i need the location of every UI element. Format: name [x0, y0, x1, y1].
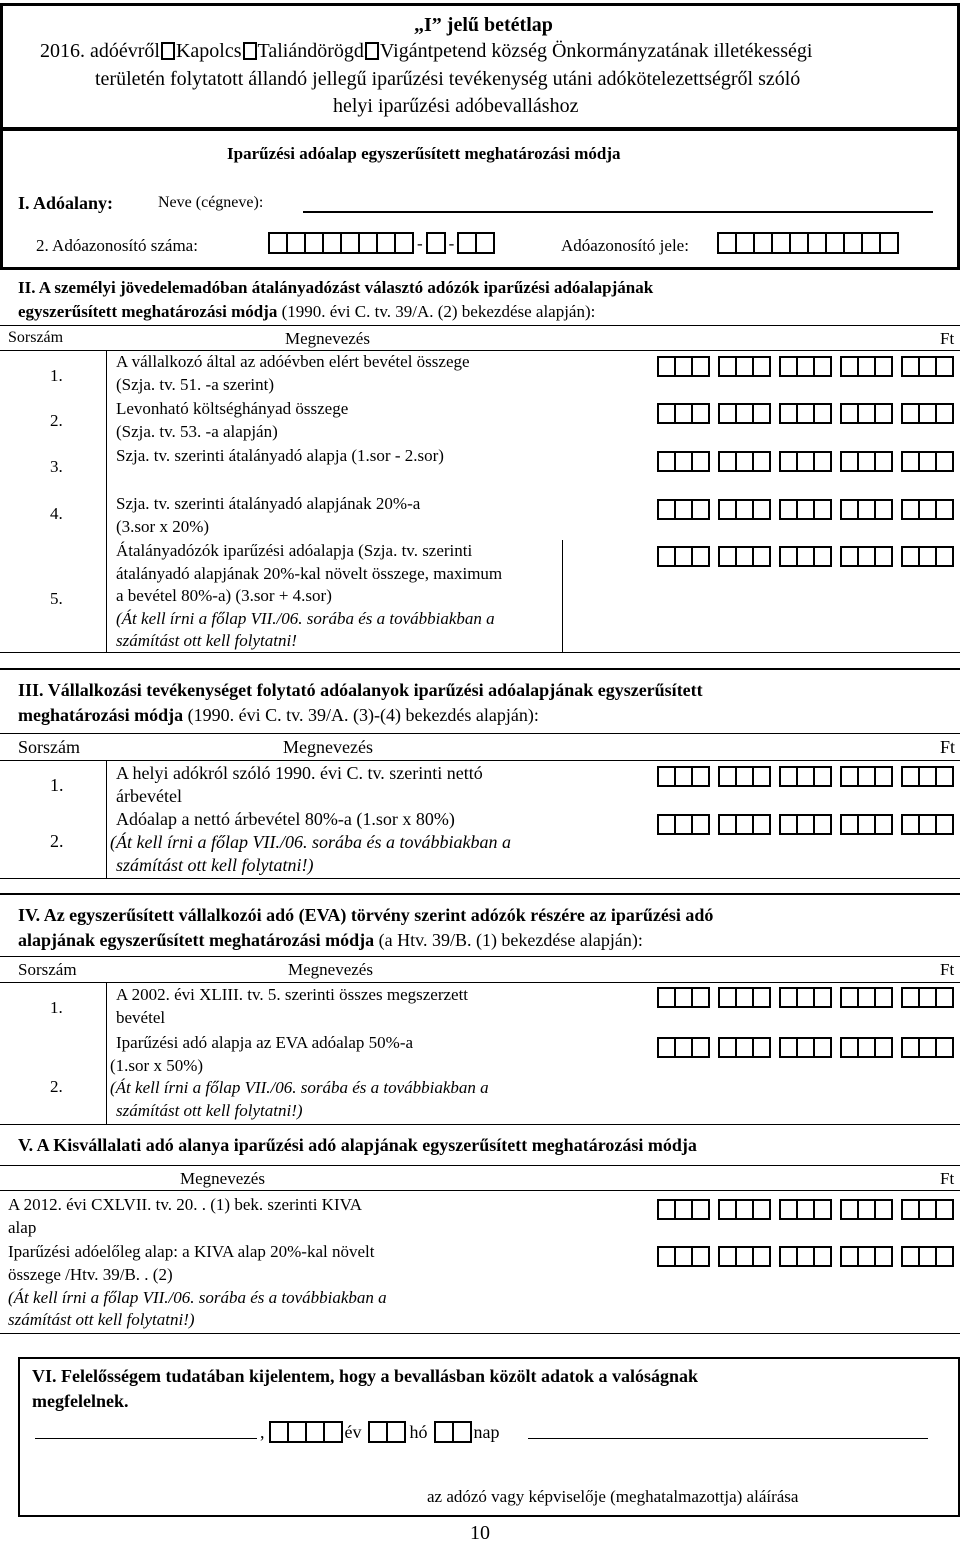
s2-row5-l1: Átalányadózók iparűzési adóalapja (Szja. tv. szerinti — [116, 541, 473, 560]
digit-box[interactable] — [752, 1199, 771, 1220]
digit-group — [718, 356, 771, 377]
section4-title-a: IV. Az egyszerűsített vállalkozói adó (EVA) törvény szerint adózók részére az iparűzési adó — [18, 905, 714, 925]
digit-box[interactable] — [813, 356, 832, 377]
s3-row1-l2: árbevétel — [116, 786, 182, 806]
digit-group — [779, 1037, 832, 1058]
digit-group — [657, 1037, 710, 1058]
digit-box[interactable] — [691, 403, 710, 424]
digit-box[interactable] — [691, 356, 710, 377]
s2-row2-amount-field[interactable] — [652, 403, 954, 424]
section3-title-b: meghatározási módja — [18, 705, 184, 725]
s4-row2-l3: (Át kell írni a főlap VII./06. sorába és a továbbiakban a — [110, 1078, 489, 1097]
digit-box[interactable] — [874, 987, 893, 1008]
digit-group — [779, 403, 832, 424]
section3-table-bottom — [0, 878, 960, 879]
section2-header-line — [0, 350, 960, 351]
header-line2: területén folytatott állandó jellegű iparűzési tevékenység utáni adókötelezettségről szóló — [95, 68, 801, 90]
s2-row2-l1: Levonható költséghányad összege — [116, 399, 349, 418]
s4-row2-l2: (1.sor x 50%) — [110, 1056, 204, 1075]
digit-box[interactable] — [752, 403, 771, 424]
s3-row1-no: 1. — [50, 775, 64, 795]
digit-group — [657, 546, 710, 567]
s2-row5-amount-field[interactable] — [652, 546, 954, 567]
digit-group — [657, 356, 710, 377]
digit-group — [718, 987, 771, 1008]
section4-col-no: Sorszám — [18, 960, 77, 979]
section2-title-line2 — [18, 302, 595, 322]
section4-title-line2 — [18, 930, 643, 951]
digit-group — [840, 1199, 893, 1220]
s5-row1-l1: A 2012. évi CXLVII. tv. 20. . (1) bek. szerinti KIVA — [8, 1195, 362, 1214]
digit-box[interactable] — [874, 403, 893, 424]
s2-row3-amount-field[interactable] — [652, 451, 954, 472]
digit-group — [657, 766, 710, 787]
section3-separator — [0, 668, 960, 670]
digit-group — [901, 546, 954, 567]
year-label: év — [344, 1422, 362, 1442]
digit-group — [779, 766, 832, 787]
digit-box[interactable] — [813, 766, 832, 787]
digit-box[interactable] — [752, 546, 771, 567]
s2-row1-l2: (Szja. tv. 51. -a szerint) — [116, 375, 274, 394]
tax-number-label: 2. Adóazonosító száma: — [36, 236, 198, 255]
digit-group — [657, 987, 710, 1008]
section4-col-name: Megnevezés — [288, 960, 373, 979]
section2-table-bottom — [0, 652, 960, 653]
digit-group — [718, 451, 771, 472]
section3-title-a: III. Vállalkozási tevékenységet folytató adóalanyok iparűzési adóalapjának egyszerűsített — [18, 680, 703, 700]
s3-row1-l1: A helyi adókról szóló 1990. évi C. tv. szerinti nettó — [116, 763, 483, 783]
s5-row2-l4: számítást ott kell folytatni!) — [8, 1310, 195, 1329]
digit-group — [779, 1199, 832, 1220]
digit-group — [779, 1246, 832, 1267]
digit-box[interactable] — [691, 766, 710, 787]
section5-header-line — [0, 1190, 960, 1191]
s2-row2-no: 2. — [50, 411, 63, 430]
digit-group — [840, 403, 893, 424]
tax-id-boxes[interactable] — [717, 232, 899, 254]
digit-box[interactable] — [691, 1246, 710, 1267]
section5-table-bottom — [0, 1333, 960, 1334]
digit-box[interactable] — [874, 766, 893, 787]
section2-col-ft: Ft — [940, 329, 955, 348]
digit-box[interactable] — [813, 403, 832, 424]
digit-box[interactable] — [874, 1199, 893, 1220]
s2-row3-l1: Szja. tv. szerinti átalányadó alapja (1.sor - 2.sor) — [116, 446, 444, 465]
digit-box[interactable] — [752, 1037, 771, 1058]
section4-title-c: (a Htv. 39/B. (1) bekezdése alapján): — [378, 930, 643, 950]
digit-group — [718, 546, 771, 567]
digit-box[interactable] — [874, 1246, 893, 1267]
section2-col-no: Sorszám — [8, 329, 64, 346]
date-line — [260, 1421, 500, 1443]
digit-group — [718, 403, 771, 424]
s4-row2-l1: Iparűzési adó alapja az EVA adóalap 50%-a — [116, 1033, 414, 1052]
s2-row3-no: 3. — [50, 457, 63, 476]
section6-title-b: megfelelnek. — [32, 1391, 129, 1411]
s4-row2-no: 2. — [50, 1077, 63, 1096]
digit-box[interactable] — [813, 1246, 832, 1267]
s4-row1-l1: A 2002. évi XLIII. tv. 5. szerinti összes megszerzett — [116, 985, 469, 1004]
place-field[interactable] — [35, 1438, 257, 1439]
digit-box[interactable] — [935, 499, 954, 520]
s2-row5-right-edge — [562, 540, 563, 652]
s2-row5-l3: a bevétel 80%-a) (3.sor + 4.sor) — [116, 586, 332, 605]
digit-group — [718, 499, 771, 520]
digit-group — [718, 1199, 771, 1220]
section3-header-line — [0, 760, 960, 761]
section5-table-top — [0, 1165, 960, 1166]
digit-box[interactable] — [813, 814, 832, 835]
digit-box[interactable] — [813, 546, 832, 567]
digit-group — [657, 814, 710, 835]
s2-row4-amount-field[interactable] — [652, 499, 954, 520]
digit-box[interactable] — [813, 987, 832, 1008]
month-label: hó — [409, 1422, 428, 1442]
signature-line[interactable] — [528, 1438, 928, 1439]
page-number: 10 — [470, 1522, 490, 1544]
digit-group — [901, 1199, 954, 1220]
section5-col-name: Megnevezés — [180, 1169, 265, 1188]
section2-title-a: II. A személyi jövedelemadóban átalányadózást választó adózók iparűzési adóalapjának — [18, 278, 654, 297]
digit-box[interactable] — [752, 766, 771, 787]
digit-group — [901, 766, 954, 787]
comma: , — [260, 1422, 265, 1442]
s2-row4-no: 4. — [50, 504, 63, 523]
section3-title-line2 — [18, 705, 539, 726]
section6-title-a: VI. Felelősségem tudatában kijelentem, hogy a bevallásban közölt adatok a valóságnak — [32, 1366, 699, 1386]
digit-box[interactable] — [935, 814, 954, 835]
s4-row2-amount-field[interactable] — [652, 1037, 954, 1058]
section2-table-top — [0, 325, 960, 326]
digit-box[interactable] — [935, 451, 954, 472]
section4-separator — [0, 893, 960, 895]
s2-row1-amount-field[interactable] — [652, 356, 954, 377]
section1-label: I. Adóalany: — [18, 193, 114, 213]
s2-row4-l1: Szja. tv. szerinti átalányadó alapjának 20%-a — [116, 494, 421, 513]
s5-row1-l2: alap — [8, 1218, 37, 1237]
digit-group — [718, 1246, 771, 1267]
digit-group — [840, 546, 893, 567]
digit-box[interactable] — [935, 766, 954, 787]
header-muni3: Vigántpetend község Önkormányzatának illetékességi — [379, 40, 813, 62]
section3-divider — [106, 760, 107, 878]
header-line3: helyi iparűzési adóbevalláshoz — [333, 95, 579, 117]
digit-box[interactable] — [813, 499, 832, 520]
digit-box[interactable] — [691, 499, 710, 520]
digit-box[interactable] — [935, 1037, 954, 1058]
s5-row2-l3: (Át kell írni a főlap VII./06. sorába és a továbbiakban a — [8, 1288, 387, 1307]
checkbox-vigantpetend[interactable] — [365, 42, 379, 60]
digit-group — [901, 987, 954, 1008]
digit-box[interactable] — [874, 814, 893, 835]
s4-row1-no: 1. — [50, 998, 63, 1017]
digit-box[interactable] — [752, 814, 771, 835]
digit-group — [657, 403, 710, 424]
digit-group — [779, 499, 832, 520]
digit-box[interactable] — [691, 814, 710, 835]
s4-row1-amount-field[interactable] — [652, 987, 954, 1008]
section5-title: V. A Kisvállalati adó alanya iparűzési adó alapjának egyszerűsített meghatározási módja — [18, 1135, 697, 1155]
s2-row4-l2: (3.sor x 20%) — [116, 517, 210, 536]
s3-row2-l1: Adóalap a nettó árbevétel 80%-a (1.sor x 80%) — [116, 809, 455, 829]
section3-table-top — [0, 733, 960, 734]
s2-row1-l1: A vállalkozó által az adóévben elért bevétel összege — [116, 352, 470, 371]
s2-row5-l5: számítást ott kell folytatni! — [116, 631, 297, 650]
digit-group — [901, 1037, 954, 1058]
digit-group — [901, 451, 954, 472]
digit-box[interactable] — [691, 451, 710, 472]
digit-group — [840, 451, 893, 472]
digit-group — [901, 1246, 954, 1267]
digit-group — [840, 1037, 893, 1058]
digit-group — [657, 451, 710, 472]
digit-box[interactable] — [813, 1037, 832, 1058]
day-label: nap — [473, 1422, 500, 1442]
s4-row2-l4: számítást ott kell folytatni!) — [116, 1101, 303, 1120]
s2-row5-l2: átalányadó alapjának 20%-kal növelt összege, maximum — [116, 564, 503, 583]
digit-group — [779, 546, 832, 567]
tax-id-label: Adóazonosító jele: — [561, 236, 689, 255]
s2-row5-no: 5. — [50, 589, 63, 608]
s3-row2-no: 2. — [50, 831, 64, 851]
digit-box[interactable] — [752, 1246, 771, 1267]
digit-box[interactable] — [935, 403, 954, 424]
digit-group — [657, 499, 710, 520]
section4-table-bottom — [0, 1124, 960, 1125]
section3-col-no: Sorszám — [18, 737, 80, 757]
digit-group — [779, 356, 832, 377]
insert-title: „I” jelű betétlap — [414, 14, 553, 36]
digit-group — [901, 499, 954, 520]
digit-box[interactable] — [752, 356, 771, 377]
s5-row1-amount-field[interactable] — [652, 1199, 954, 1220]
digit-box[interactable] — [691, 1199, 710, 1220]
section3-col-name: Megnevezés — [283, 737, 373, 757]
section2-title-b: egyszerűsített meghatározási módja — [18, 302, 278, 321]
s5-row2-l1: Iparűzési adóelőleg alap: a KIVA alap 20%-kal növelt — [8, 1242, 375, 1261]
header-year: 2016. adóévről — [40, 40, 160, 62]
digit-box[interactable] — [935, 1246, 954, 1267]
digit-group — [779, 451, 832, 472]
digit-group — [901, 356, 954, 377]
s3-row2-l2: (Át kell írni a főlap VII./06. sorába és a továbbiakban a — [110, 832, 511, 852]
digit-box[interactable] — [752, 987, 771, 1008]
section4-col-ft: Ft — [940, 960, 955, 979]
digit-group — [718, 1037, 771, 1058]
s4-row1-l2: bevétel — [116, 1008, 166, 1027]
header-line1 — [40, 40, 812, 63]
s3-row1-amount-field[interactable] — [652, 766, 954, 787]
digit-box — [268, 232, 288, 254]
digit-group — [718, 814, 771, 835]
digit-group — [901, 814, 954, 835]
section2-title-c: (1990. évi C. tv. 39/A. (2) bekezdése alapján): — [281, 302, 596, 321]
digit-group — [901, 403, 954, 424]
digit-box[interactable] — [691, 546, 710, 567]
s2-row1-no: 1. — [50, 366, 63, 385]
section3-col-ft: Ft — [940, 737, 956, 757]
checkbox-kapolcs[interactable] — [161, 42, 175, 60]
digit-group — [840, 814, 893, 835]
digit-box[interactable] — [691, 1037, 710, 1058]
section4-title-b: alapjának egyszerűsített meghatározási módja — [18, 930, 375, 950]
name-label: Neve (cégneve): — [158, 194, 264, 211]
digit-box[interactable] — [874, 546, 893, 567]
digit-group — [840, 987, 893, 1008]
digit-group — [840, 1246, 893, 1267]
section2-divider — [106, 350, 107, 652]
header-muni1: Kapolcs — [175, 40, 242, 62]
section4-divider — [106, 982, 107, 1124]
page-subtitle: Iparűzési adóalap egyszerűsített meghatározási módja — [227, 144, 621, 163]
section3-title-c: (1990. évi C. tv. 39/A. (3)-(4) bekezdés alapján): — [187, 705, 539, 725]
digit-box[interactable] — [874, 451, 893, 472]
s2-row5-l4: (Át kell írni a főlap VII./06. sorába és a továbbiakban a — [116, 609, 495, 628]
digit-group — [779, 814, 832, 835]
digit-box[interactable] — [874, 499, 893, 520]
digit-box[interactable] — [752, 499, 771, 520]
digit-box[interactable] — [935, 1199, 954, 1220]
digit-group — [779, 987, 832, 1008]
digit-box[interactable] — [813, 451, 832, 472]
signature-label: az adózó vagy képviselője (meghatalmazottja) aláírása — [427, 1487, 799, 1506]
digit-box[interactable] — [752, 451, 771, 472]
digit-group — [718, 766, 771, 787]
digit-group — [657, 1199, 710, 1220]
s3-row2-amount-field[interactable] — [652, 814, 954, 835]
s5-row2-amount-field[interactable] — [652, 1246, 954, 1267]
section5-col-ft: Ft — [940, 1169, 955, 1188]
digit-group — [840, 356, 893, 377]
section4-table-top — [0, 956, 960, 957]
s2-row2-l2: (Szja. tv. 53. -a alapján) — [116, 422, 278, 441]
digit-box[interactable] — [874, 356, 893, 377]
header-muni2: Taliándörögd — [257, 40, 364, 62]
s3-row2-l3: számítást ott kell folytatni!) — [116, 855, 314, 875]
digit-group — [657, 1246, 710, 1267]
digit-box[interactable] — [935, 987, 954, 1008]
s5-row2-l2: összege /Htv. 39/B. . (2) — [8, 1265, 173, 1284]
section2-col-name: Megnevezés — [285, 329, 370, 348]
digit-box[interactable] — [935, 356, 954, 377]
checkbox-taliandorogd[interactable] — [243, 42, 257, 60]
digit-group — [840, 766, 893, 787]
digit-box[interactable] — [935, 546, 954, 567]
section4-header-line — [0, 982, 960, 983]
digit-group — [840, 499, 893, 520]
digit-box[interactable] — [874, 1037, 893, 1058]
name-field[interactable] — [303, 211, 933, 213]
tax-number-boxes[interactable]: - - — [268, 232, 495, 254]
digit-box[interactable] — [813, 1199, 832, 1220]
digit-box[interactable] — [691, 987, 710, 1008]
